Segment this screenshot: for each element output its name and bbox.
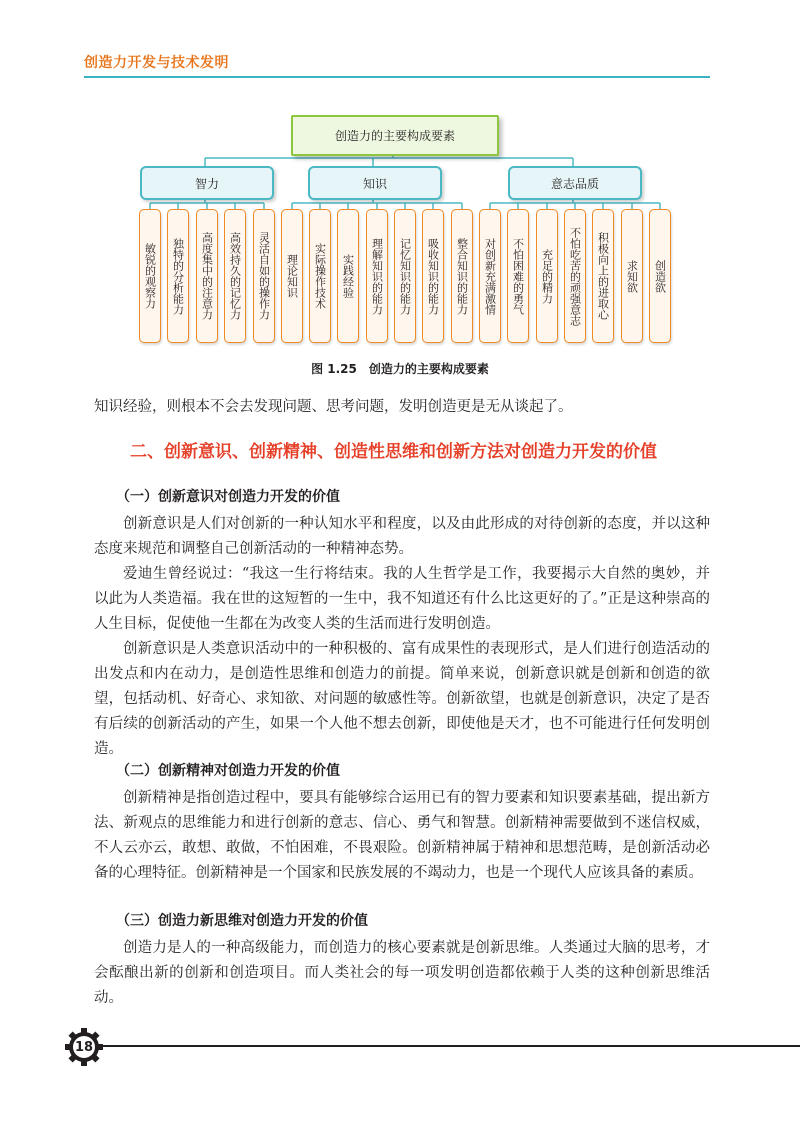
diagram-leaf: 实践经验	[337, 209, 359, 343]
diagram-leaf: 充足的精力	[536, 209, 558, 343]
section-heading: 二、创新意识、创新精神、创造性思维和创新方法对创造力开发的价值	[130, 442, 657, 462]
paragraph-1: 创新意识是人们对创新的一种认知水平和程度，以及由此形成的对待创新的态度，并以这种态度来规范和调整自己创新活动的一种精神态势。	[94, 516, 710, 557]
diagram-category-knowledge: 知识	[308, 166, 442, 200]
diagram-leaf: 实际操作技术	[309, 209, 331, 343]
figure-caption: 图 1.25 创造力的主要构成要素	[311, 362, 489, 376]
diagram-category-willpower: 意志品质	[508, 166, 642, 200]
subsection-heading-2: （二）创新精神对创造力开发的价值	[116, 763, 340, 779]
diagram-leaf: 记忆知识的能力	[394, 209, 416, 343]
paragraph-4: 创新精神是指创造过程中，要具有能够综合运用已有的智力要素和知识要素基础，提出新方法、新观点的思维能力和进行创新的意志、信心、勇气和智慧。创新精神需要做到不迷信权威，不人云亦云，敢想、敢做，不怕困难，不畏艰险。创新精神属于精神和思想范畴，是创新活动必备的心理特征。创新精神是一个国家和民族发展的不竭动力，也是一个现代人应该具备的素质。	[94, 790, 710, 881]
running-header-title: 创造力开发与技术发明	[84, 55, 229, 71]
diagram-leaf: 敏锐的观察力	[139, 209, 161, 343]
paragraph-2: 爱迪生曾经说过：“我这一生行将结束。我的人生哲学是工作，我要揭示大自然的奥妙，并以此为人类造福。我在世的这短暂的一生中，我不知道还有什么比这更好的了。”正是这种崇高的人生目标，促使他一生都在为改变人类的生活而进行发明创造。	[94, 566, 710, 632]
diagram-root-node: 创造力的主要构成要素	[291, 115, 499, 156]
subsection-heading-3: （三）创造力新思维对创造力开发的价值	[116, 913, 368, 929]
paragraph-3: 创新意识是人类意识活动中的一种积极的、富有成果性的表现形式，是人们进行创造活动的出发点和内在动力，是创造性思维和创造力的前提。简单来说，创新意识就是创新和创造的欲望，包括动机、好奇心、求知欲、对问题的敏感性等。创新欲望，也就是创新意识，决定了是否有后续的创新活动的产生，如果一个人他不想去创新，即使他是天才，也不可能进行任何发明创造。	[94, 641, 710, 757]
intro-paragraph: 知识经验，则根本不会去发现问题、思考问题，发明创造更是无从谈起了。	[94, 399, 573, 415]
diagram-leaf: 积极向上的进取心	[592, 209, 614, 343]
diagram-leaf: 吸收知识的能力	[422, 209, 444, 343]
subsection-heading-1: （一）创新意识对创造力开发的价值	[116, 489, 340, 505]
diagram-leaf: 理论知识	[281, 209, 303, 343]
diagram-leaf: 不怕吃苦的顽强意志	[564, 209, 586, 343]
footer-divider	[100, 1045, 800, 1047]
diagram-leaf: 高度集中的注意力	[196, 209, 218, 343]
diagram-leaf: 创造欲	[649, 209, 671, 343]
page-number: 18	[74, 1039, 94, 1055]
diagram-leaf: 整合知识的能力	[451, 209, 473, 343]
diagram-leaf: 求知欲	[621, 209, 643, 343]
diagram-leaf: 对创新充满激情	[479, 209, 501, 343]
diagram-leaf: 高效持久的记忆力	[224, 209, 246, 343]
paragraph-5: 创造力是人的一种高级能力，而创造力的核心要素就是创新思维。人类通过大脑的思考，才会酝酿出新的创新和创造项目。而人类社会的每一项发明创造都依赖于人类的这种创新思维活动。	[94, 940, 710, 1006]
diagram-leaf: 理解知识的能力	[366, 209, 388, 343]
diagram-leaf: 独特的分析能力	[167, 209, 189, 343]
diagram-leaf: 不怕困难的勇气	[507, 209, 529, 343]
diagram-category-intelligence: 智力	[140, 166, 274, 200]
diagram-leaf: 灵活自如的操作力	[253, 209, 275, 343]
